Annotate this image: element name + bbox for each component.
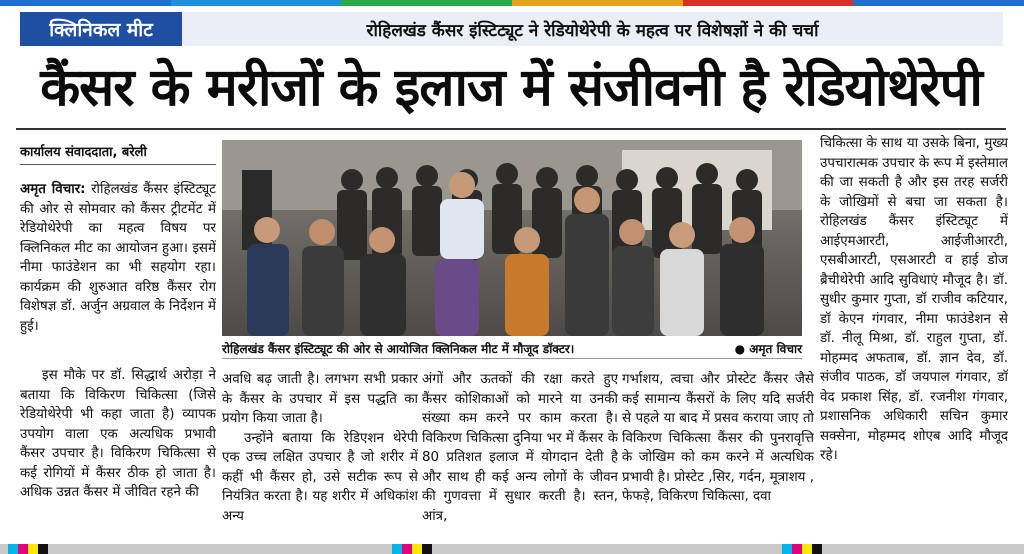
strip-segment [683,0,854,6]
top-color-strip [0,0,1024,6]
strip-segment [853,0,1024,6]
article-column-1b [20,366,216,536]
paragraph: अंगों और ऊतकों की रक्षा करते हुए कैंसर कोशिकाओं को मारने या उनकी संख्या कम करने पर काम करता है। विकिरण चिकित्सा दुनिया भर में कैंसर के 80 प्रतिशत इलाज में योगदान देती है और साथ ही कई अन्य लोगों के जीवन की गुणवत्ता में सुधार करती है। स्तन, आंत्र, [422,372,618,524]
headline-rule [16,128,1006,130]
caption-text: रोहिलखंड कैंसर इंस्टिट्यूट की ओर से आयोजित क्लिनिकल मीट में मौजूद डॉक्टर। [222,341,575,356]
article-column-2 [222,370,418,536]
section-kicker: क्लिनिकल मीट [20,12,182,46]
paragraph: चिकित्सा के साथ या उसके बिना, मुख्य उपचारात्मक उपचार के रूप में इस्तेमाल की जा सकती है और इस तरह सर्जरी के जोखिमों से बचा जा सकता है। रोहिलखंड कैंसर इंस्टिट्यूट में आईएमआरटी, आईजीआरटी, एसबीआरटी, एसआरटी व हाई डोज ब्रैचीथेरेपी आदि सुविधाएं मौजूद है। डॉ. सुधीर कुमार गुप्ता, डॉ राजीव कटियार, डॉ केएन गंगवार, नीमा फाउंडेशन से डॉ. नीलू मिश्रा, डॉ. राहुल गुप्ता, डॉ. मोहम्मद अफताब, डॉ. ज्ञान देव, डॉ. संजीव पाठक, डॉ जयपाल गंगवार, डॉ वेद प्रकाश सिंह, डॉ. रजनीश गंगवार, प्रशासनिक अधिकारी सचिन कुमार सक्सेना, मोहम्मद शोएब आदि मौजूद रहे। [820,136,1008,463]
strip-segment [0,0,171,6]
headline: कैंसर के मरीजों के इलाज में संजीवनी है रेडियोथेरेपी [40,58,982,118]
bottom-print-bar [0,544,1024,554]
paragraph: रोहिलखंड कैंसर इंस्टिट्यूट की ओर से सोमवार को कैंसर ट्रीटमेंट में रेडियोथेरेपी का महत्व विषय पर क्लिनिकल मीट का आयोजन हुआ। इसमें नीमा फाउंडेशन का भी सहयोग रहा। कार्यक्रम की शुरुआत वरिष्ठ कैंसर रोग विशेषज्ञ डॉ. अर्जुन अग्रवाल के निर्देशन में हुई। [20,182,216,334]
registration-marks [8,544,48,554]
paragraph: उन्होंने बताया कि रेडिएशन थेरेपी एक उच्च लक्षित उपचार है जो शरीर में कहीं भी कैंसर हो, उसे सटीक रूप से नियंत्रित करता है। यह शरीर में अधिकांश अन्य [222,430,418,524]
paragraph: इस मौके पर डॉ. सिद्धार्थ अरोड़ा ने बताया कि विकिरण चिकित्सा (जिसे रेडियोथेरेपी भी कहा जाता है) व्यापक उपयोग वाला एक अत्यधिक प्रभावी कैंसर उपचार है। विकिरण चिकित्सा से कई रोगियों में कैंसर ठीक हो जाता है। अधिक उन्नत कैंसर में जीवित रहने की [20,368,216,500]
photo-credit: ● अमृत विचार [734,341,802,356]
strip-segment [512,0,683,6]
article-column-4 [622,370,814,536]
paragraph: अवधि बढ़ जाती है। लगभग सभी प्रकार के कैंसर के उपचार में इस पद्धति का प्रयोग किया जाता है। [222,372,418,426]
strip-segment [341,0,512,6]
article-column-3 [422,370,618,536]
news-photo [222,140,802,336]
byline: कार्यालय संवाददाता, बरेली [20,142,216,165]
subheadline: रोहिलखंड कैंसर इंस्टिट्यूट ने रेडियोथेरेपी के महत्व पर विशेषज्ञों ने की चर्चा [182,12,1003,46]
registration-marks [392,544,432,554]
group-photo-image [222,140,802,336]
registration-marks [782,544,822,554]
lead-label: अमृत विचार: [20,182,86,197]
strip-segment [171,0,342,6]
photo-caption [222,338,802,359]
article-column-1a [20,180,216,363]
article-column-5 [820,134,1008,536]
paragraph: गर्भाशय, त्वचा और प्रोस्टेट कैंसर जैसे कई सामान्य कैंसरों के लिए यदि सर्जरी से पहले या बाद में प्रसव कराया जाए तो विकिरण चिकित्सा कैंसर की पुनरावृत्ति के जोखिम को कम करने में अत्यधिक प्रभावी है। प्रोस्टेट ,सिर, गर्दन, मूत्राशय , फेफड़े, विकिरण चिकित्सा, दवा [622,372,814,504]
